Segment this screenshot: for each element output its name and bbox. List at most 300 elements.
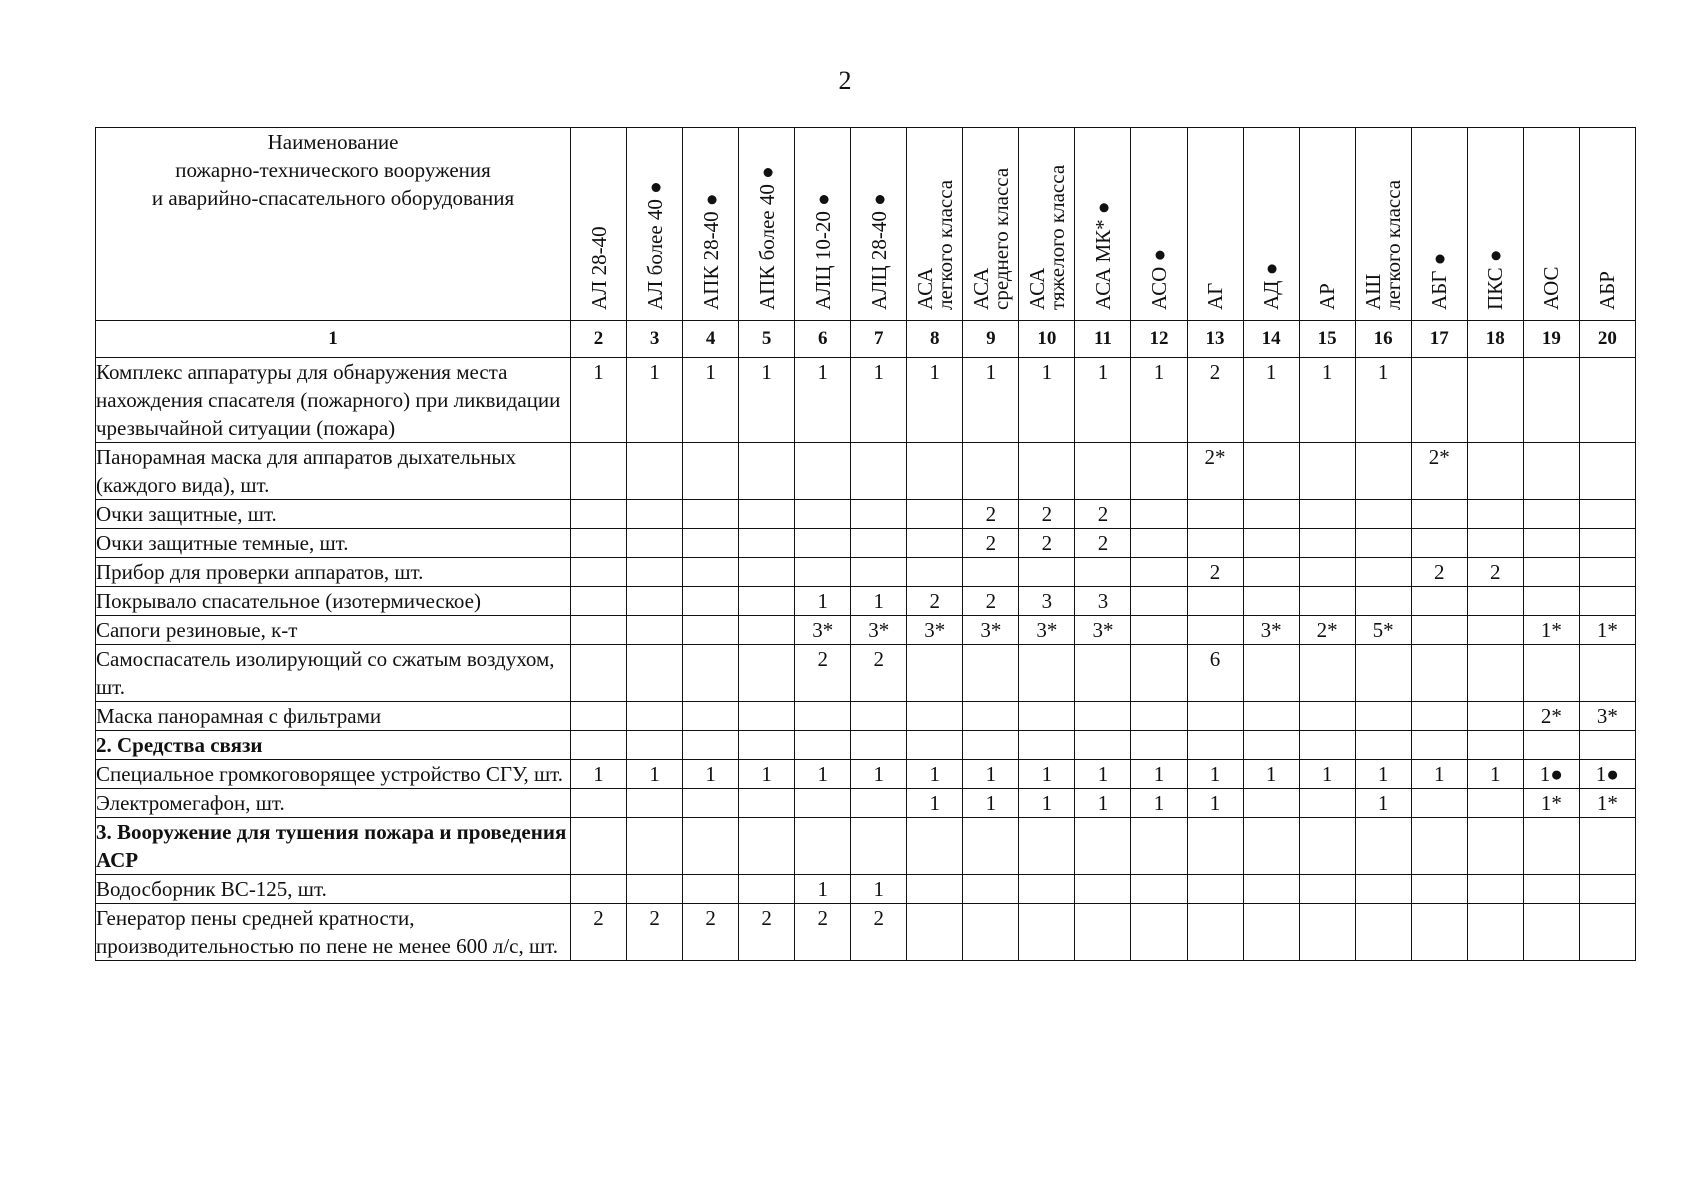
column-number: 5 [739, 321, 795, 358]
quantity-cell [1019, 818, 1075, 875]
quantity-cell: 1 [1411, 760, 1467, 789]
item-name: Очки защитные темные, шт. [96, 529, 571, 558]
quantity-cell: 1 [571, 760, 627, 789]
column-header-label: АЛ более 40 ● [642, 181, 667, 310]
quantity-cell [963, 702, 1019, 731]
quantity-cell: 1 [907, 760, 963, 789]
item-name: Сапоги резиновые, к-т [96, 616, 571, 645]
quantity-cell [739, 789, 795, 818]
quantity-cell [1411, 358, 1467, 443]
quantity-cell [907, 443, 963, 500]
quantity-cell [851, 558, 907, 587]
quantity-cell [1579, 645, 1635, 702]
column-header-label: АСА тяжелого класса [1024, 164, 1069, 310]
column-number: 9 [963, 321, 1019, 358]
quantity-cell [1075, 731, 1131, 760]
quantity-cell [627, 587, 683, 616]
quantity-cell: 1 [1299, 358, 1355, 443]
quantity-cell [1579, 558, 1635, 587]
quantity-cell: 1 [1355, 789, 1411, 818]
quantity-cell [571, 500, 627, 529]
quantity-cell: 1● [1579, 760, 1635, 789]
quantity-cell [1355, 904, 1411, 961]
quantity-cell [627, 731, 683, 760]
quantity-cell [963, 645, 1019, 702]
quantity-cell: 1 [1467, 760, 1523, 789]
item-name: Водосборник ВС-125, шт. [96, 875, 571, 904]
quantity-cell: 1 [795, 587, 851, 616]
quantity-cell: 2* [1523, 702, 1579, 731]
quantity-cell [571, 731, 627, 760]
quantity-cell [1467, 789, 1523, 818]
quantity-cell [1467, 500, 1523, 529]
column-number: 12 [1131, 321, 1187, 358]
quantity-cell [683, 616, 739, 645]
name-column-header [96, 128, 571, 321]
quantity-cell: 6 [1187, 645, 1243, 702]
quantity-cell [627, 645, 683, 702]
quantity-cell [1579, 731, 1635, 760]
column-header [907, 128, 963, 321]
quantity-cell [963, 875, 1019, 904]
quantity-cell [1187, 587, 1243, 616]
quantity-cell: 2 [1187, 358, 1243, 443]
quantity-cell: 1 [851, 358, 907, 443]
quantity-cell [1411, 789, 1467, 818]
column-header [1187, 128, 1243, 321]
quantity-cell [1523, 443, 1579, 500]
quantity-cell: 1 [963, 760, 1019, 789]
item-name: Самоспасатель изолирующий со сжатым воздухом, шт. [96, 645, 571, 702]
quantity-cell [1579, 904, 1635, 961]
item-name: Панорамная маска для аппаратов дыхательных (каждого вида), шт. [96, 443, 571, 500]
quantity-cell [627, 616, 683, 645]
quantity-cell [851, 529, 907, 558]
quantity-cell: 3* [907, 616, 963, 645]
quantity-cell [795, 731, 851, 760]
quantity-cell [795, 818, 851, 875]
quantity-cell [1019, 875, 1075, 904]
item-name: Очки защитные, шт. [96, 500, 571, 529]
quantity-cell [1075, 702, 1131, 731]
quantity-cell [795, 702, 851, 731]
quantity-cell [1467, 645, 1523, 702]
column-header-label: АПК 28-40 ● [698, 193, 723, 310]
quantity-cell [683, 818, 739, 875]
quantity-cell [1187, 616, 1243, 645]
quantity-cell: 1 [907, 789, 963, 818]
column-number: 20 [1579, 321, 1635, 358]
item-name: Прибор для проверки аппаратов, шт. [96, 558, 571, 587]
column-header-label: АЛЦ 10-20 ● [810, 193, 835, 310]
quantity-cell [1243, 875, 1299, 904]
quantity-cell [1411, 818, 1467, 875]
quantity-cell [1299, 789, 1355, 818]
quantity-cell [1299, 818, 1355, 875]
quantity-cell [1243, 645, 1299, 702]
quantity-cell [1523, 875, 1579, 904]
quantity-cell [1411, 731, 1467, 760]
quantity-cell [1355, 443, 1411, 500]
quantity-cell [683, 702, 739, 731]
quantity-cell [683, 645, 739, 702]
column-header [1299, 128, 1355, 321]
quantity-cell: 1 [1299, 760, 1355, 789]
quantity-cell [1523, 904, 1579, 961]
column-header [739, 128, 795, 321]
quantity-cell: 2 [963, 529, 1019, 558]
quantity-cell [1131, 731, 1187, 760]
quantity-cell [1187, 731, 1243, 760]
quantity-cell [1243, 558, 1299, 587]
quantity-cell [1243, 818, 1299, 875]
quantity-cell [627, 529, 683, 558]
column-header-label: АБР [1595, 271, 1620, 310]
quantity-cell: 1* [1579, 616, 1635, 645]
quantity-cell [1467, 529, 1523, 558]
quantity-cell: 3* [1075, 616, 1131, 645]
quantity-cell [1019, 558, 1075, 587]
column-number: 14 [1243, 321, 1299, 358]
quantity-cell: 2 [683, 904, 739, 961]
quantity-cell [1579, 818, 1635, 875]
quantity-cell [1131, 818, 1187, 875]
equipment-table [95, 127, 1636, 961]
quantity-cell: 1 [963, 789, 1019, 818]
quantity-cell [851, 789, 907, 818]
quantity-cell [907, 818, 963, 875]
quantity-cell [683, 731, 739, 760]
quantity-cell [1243, 529, 1299, 558]
column-header [571, 128, 627, 321]
quantity-cell [851, 500, 907, 529]
quantity-cell [1019, 443, 1075, 500]
quantity-cell: 1 [1075, 760, 1131, 789]
quantity-cell [1243, 904, 1299, 961]
column-number: 13 [1187, 321, 1243, 358]
quantity-cell [1131, 645, 1187, 702]
quantity-cell [571, 789, 627, 818]
table-row [96, 587, 1636, 616]
quantity-cell [1523, 529, 1579, 558]
column-number: 8 [907, 321, 963, 358]
quantity-cell [1355, 702, 1411, 731]
quantity-cell: 3 [1075, 587, 1131, 616]
quantity-cell [907, 558, 963, 587]
quantity-cell [1579, 529, 1635, 558]
column-header-label: ПКС ● [1483, 249, 1508, 310]
quantity-cell [795, 443, 851, 500]
quantity-cell [1523, 358, 1579, 443]
quantity-cell: 2 [795, 645, 851, 702]
quantity-cell: 3 [1019, 587, 1075, 616]
quantity-cell [1523, 731, 1579, 760]
item-name: Электромегафон, шт. [96, 789, 571, 818]
quantity-cell [571, 818, 627, 875]
quantity-cell [795, 500, 851, 529]
quantity-cell: 1 [739, 358, 795, 443]
quantity-cell: 1 [1075, 358, 1131, 443]
quantity-cell: 3* [1243, 616, 1299, 645]
column-header [1131, 128, 1187, 321]
table-row [96, 616, 1636, 645]
quantity-cell [1131, 875, 1187, 904]
quantity-cell: 1* [1523, 789, 1579, 818]
column-number: 4 [683, 321, 739, 358]
quantity-cell: 1 [1187, 789, 1243, 818]
quantity-cell [1579, 443, 1635, 500]
column-header [1579, 128, 1635, 321]
quantity-cell [907, 702, 963, 731]
quantity-cell [1355, 818, 1411, 875]
quantity-cell: 1* [1579, 789, 1635, 818]
quantity-cell [1299, 875, 1355, 904]
quantity-cell: 1 [1131, 789, 1187, 818]
quantity-cell [739, 702, 795, 731]
quantity-cell [1243, 443, 1299, 500]
quantity-cell: 2 [795, 904, 851, 961]
quantity-cell [1411, 616, 1467, 645]
quantity-cell [1467, 358, 1523, 443]
quantity-cell [1355, 529, 1411, 558]
column-header-label: АПК более 40 ● [754, 166, 779, 310]
table-row [96, 645, 1636, 702]
quantity-cell [1187, 702, 1243, 731]
quantity-cell [907, 731, 963, 760]
quantity-cell [1299, 731, 1355, 760]
quantity-cell [1299, 645, 1355, 702]
quantity-cell: 1 [571, 358, 627, 443]
quantity-cell [1075, 558, 1131, 587]
quantity-cell [795, 558, 851, 587]
quantity-cell: 3* [851, 616, 907, 645]
quantity-cell [1299, 702, 1355, 731]
quantity-cell [907, 875, 963, 904]
column-header [1355, 128, 1411, 321]
header-row [96, 128, 1636, 321]
quantity-cell [907, 529, 963, 558]
quantity-cell [1467, 443, 1523, 500]
quantity-cell [1523, 587, 1579, 616]
column-header [1075, 128, 1131, 321]
quantity-cell [1523, 558, 1579, 587]
quantity-cell [1243, 702, 1299, 731]
column-header-label: АГ [1203, 282, 1228, 310]
quantity-cell [963, 818, 1019, 875]
quantity-cell: 1 [1019, 760, 1075, 789]
quantity-cell [1299, 500, 1355, 529]
quantity-cell [627, 789, 683, 818]
quantity-cell [1187, 875, 1243, 904]
quantity-cell [1411, 500, 1467, 529]
quantity-cell: 2 [627, 904, 683, 961]
quantity-cell [739, 818, 795, 875]
quantity-cell [571, 558, 627, 587]
quantity-cell [907, 645, 963, 702]
quantity-cell: 3* [963, 616, 1019, 645]
column-header-label: АСА легкого класса [912, 179, 957, 310]
quantity-cell [1467, 616, 1523, 645]
column-header-label: АШ легкого класса [1361, 179, 1406, 310]
table-row [96, 731, 1636, 760]
name-title-line: и аварийно-спасательного оборудования [151, 186, 515, 210]
quantity-cell: 1* [1523, 616, 1579, 645]
quantity-cell: 1 [1075, 789, 1131, 818]
quantity-cell: 2 [1075, 500, 1131, 529]
quantity-cell: 2 [1019, 529, 1075, 558]
column-header [1243, 128, 1299, 321]
quantity-cell [851, 731, 907, 760]
quantity-cell: 2 [1019, 500, 1075, 529]
quantity-cell: 1 [1355, 358, 1411, 443]
quantity-cell [1299, 529, 1355, 558]
column-number: 19 [1523, 321, 1579, 358]
table-row [96, 358, 1636, 443]
quantity-cell [1579, 500, 1635, 529]
quantity-cell [1411, 529, 1467, 558]
quantity-cell [1243, 587, 1299, 616]
quantity-cell [1243, 500, 1299, 529]
quantity-cell: 1 [963, 358, 1019, 443]
quantity-cell [1075, 443, 1131, 500]
quantity-cell [627, 558, 683, 587]
quantity-cell: 2* [1299, 616, 1355, 645]
quantity-cell: 1 [627, 760, 683, 789]
quantity-cell [1299, 587, 1355, 616]
quantity-cell [1411, 904, 1467, 961]
quantity-cell: 3* [1579, 702, 1635, 731]
quantity-cell [1579, 875, 1635, 904]
quantity-cell [627, 875, 683, 904]
quantity-cell [627, 702, 683, 731]
quantity-cell [963, 731, 1019, 760]
name-column-title [96, 128, 570, 212]
column-number: 17 [1411, 321, 1467, 358]
quantity-cell [1019, 702, 1075, 731]
quantity-cell: 5* [1355, 616, 1411, 645]
column-number: 10 [1019, 321, 1075, 358]
column-number: 18 [1467, 321, 1523, 358]
quantity-cell [739, 616, 795, 645]
quantity-cell: 1 [1243, 358, 1299, 443]
quantity-cell: 1 [683, 760, 739, 789]
quantity-cell [1243, 731, 1299, 760]
quantity-cell [571, 702, 627, 731]
quantity-cell: 3* [795, 616, 851, 645]
quantity-cell: 1 [795, 875, 851, 904]
quantity-cell [683, 789, 739, 818]
quantity-cell [627, 443, 683, 500]
quantity-cell: 1 [1131, 760, 1187, 789]
quantity-cell [571, 645, 627, 702]
column-header-label: АР [1315, 283, 1340, 310]
quantity-cell: 1 [683, 358, 739, 443]
quantity-cell [1075, 818, 1131, 875]
column-number: 3 [627, 321, 683, 358]
quantity-cell [1467, 587, 1523, 616]
quantity-cell [1467, 904, 1523, 961]
quantity-cell [683, 500, 739, 529]
quantity-cell [1131, 529, 1187, 558]
quantity-cell [1523, 818, 1579, 875]
column-number: 16 [1355, 321, 1411, 358]
quantity-cell [1075, 904, 1131, 961]
quantity-cell [963, 443, 1019, 500]
quantity-cell [1019, 904, 1075, 961]
quantity-cell [627, 818, 683, 875]
quantity-cell [1131, 443, 1187, 500]
quantity-cell [1243, 789, 1299, 818]
item-name: Комплекс аппаратуры для обнаружения места нахождения спасателя (пожарного) при ликвидации чрезвычайной ситуации (пожара) [96, 358, 571, 443]
quantity-cell [1187, 818, 1243, 875]
quantity-cell: 1 [851, 587, 907, 616]
quantity-cell [795, 789, 851, 818]
table-row [96, 529, 1636, 558]
quantity-cell [907, 500, 963, 529]
quantity-cell: 2 [571, 904, 627, 961]
quantity-cell [1075, 645, 1131, 702]
quantity-cell: 2 [851, 904, 907, 961]
quantity-cell [1355, 587, 1411, 616]
quantity-cell: 1 [795, 760, 851, 789]
table-row [96, 558, 1636, 587]
quantity-cell: 1 [1187, 760, 1243, 789]
quantity-cell [1355, 558, 1411, 587]
quantity-cell [739, 731, 795, 760]
quantity-cell: 2 [851, 645, 907, 702]
column-numbers-row [96, 321, 1636, 358]
column-header [1411, 128, 1467, 321]
column-header [627, 128, 683, 321]
section-heading: 2. Средства связи [96, 731, 571, 760]
quantity-cell: 1 [627, 358, 683, 443]
column-header [1019, 128, 1075, 321]
table-body [96, 358, 1636, 961]
quantity-cell: 3* [1019, 616, 1075, 645]
section-heading: 3. Вооружение для тушения пожара и проведения АСР [96, 818, 571, 875]
quantity-cell: 2 [963, 500, 1019, 529]
quantity-cell [795, 529, 851, 558]
quantity-cell [683, 558, 739, 587]
table-row [96, 760, 1636, 789]
quantity-cell: 2 [1187, 558, 1243, 587]
quantity-cell [683, 443, 739, 500]
quantity-cell [1299, 443, 1355, 500]
column-header-label: АОС [1539, 266, 1564, 310]
table-row [96, 904, 1636, 961]
quantity-cell [1019, 731, 1075, 760]
quantity-cell [571, 616, 627, 645]
quantity-cell [1131, 702, 1187, 731]
quantity-cell [1019, 645, 1075, 702]
quantity-cell [1187, 500, 1243, 529]
quantity-cell [739, 558, 795, 587]
quantity-cell [1355, 645, 1411, 702]
item-name: Специальное громкоговорящее устройство СГУ, шт. [96, 760, 571, 789]
quantity-cell: 1 [851, 875, 907, 904]
page-number: 2 [838, 66, 852, 95]
quantity-cell [1299, 904, 1355, 961]
table-row [96, 875, 1636, 904]
quantity-cell [1355, 500, 1411, 529]
quantity-cell [627, 500, 683, 529]
quantity-cell: 2 [1075, 529, 1131, 558]
quantity-cell: 2* [1411, 443, 1467, 500]
column-number: 15 [1299, 321, 1355, 358]
column-number: 6 [795, 321, 851, 358]
table-row [96, 818, 1636, 875]
quantity-cell [1299, 558, 1355, 587]
